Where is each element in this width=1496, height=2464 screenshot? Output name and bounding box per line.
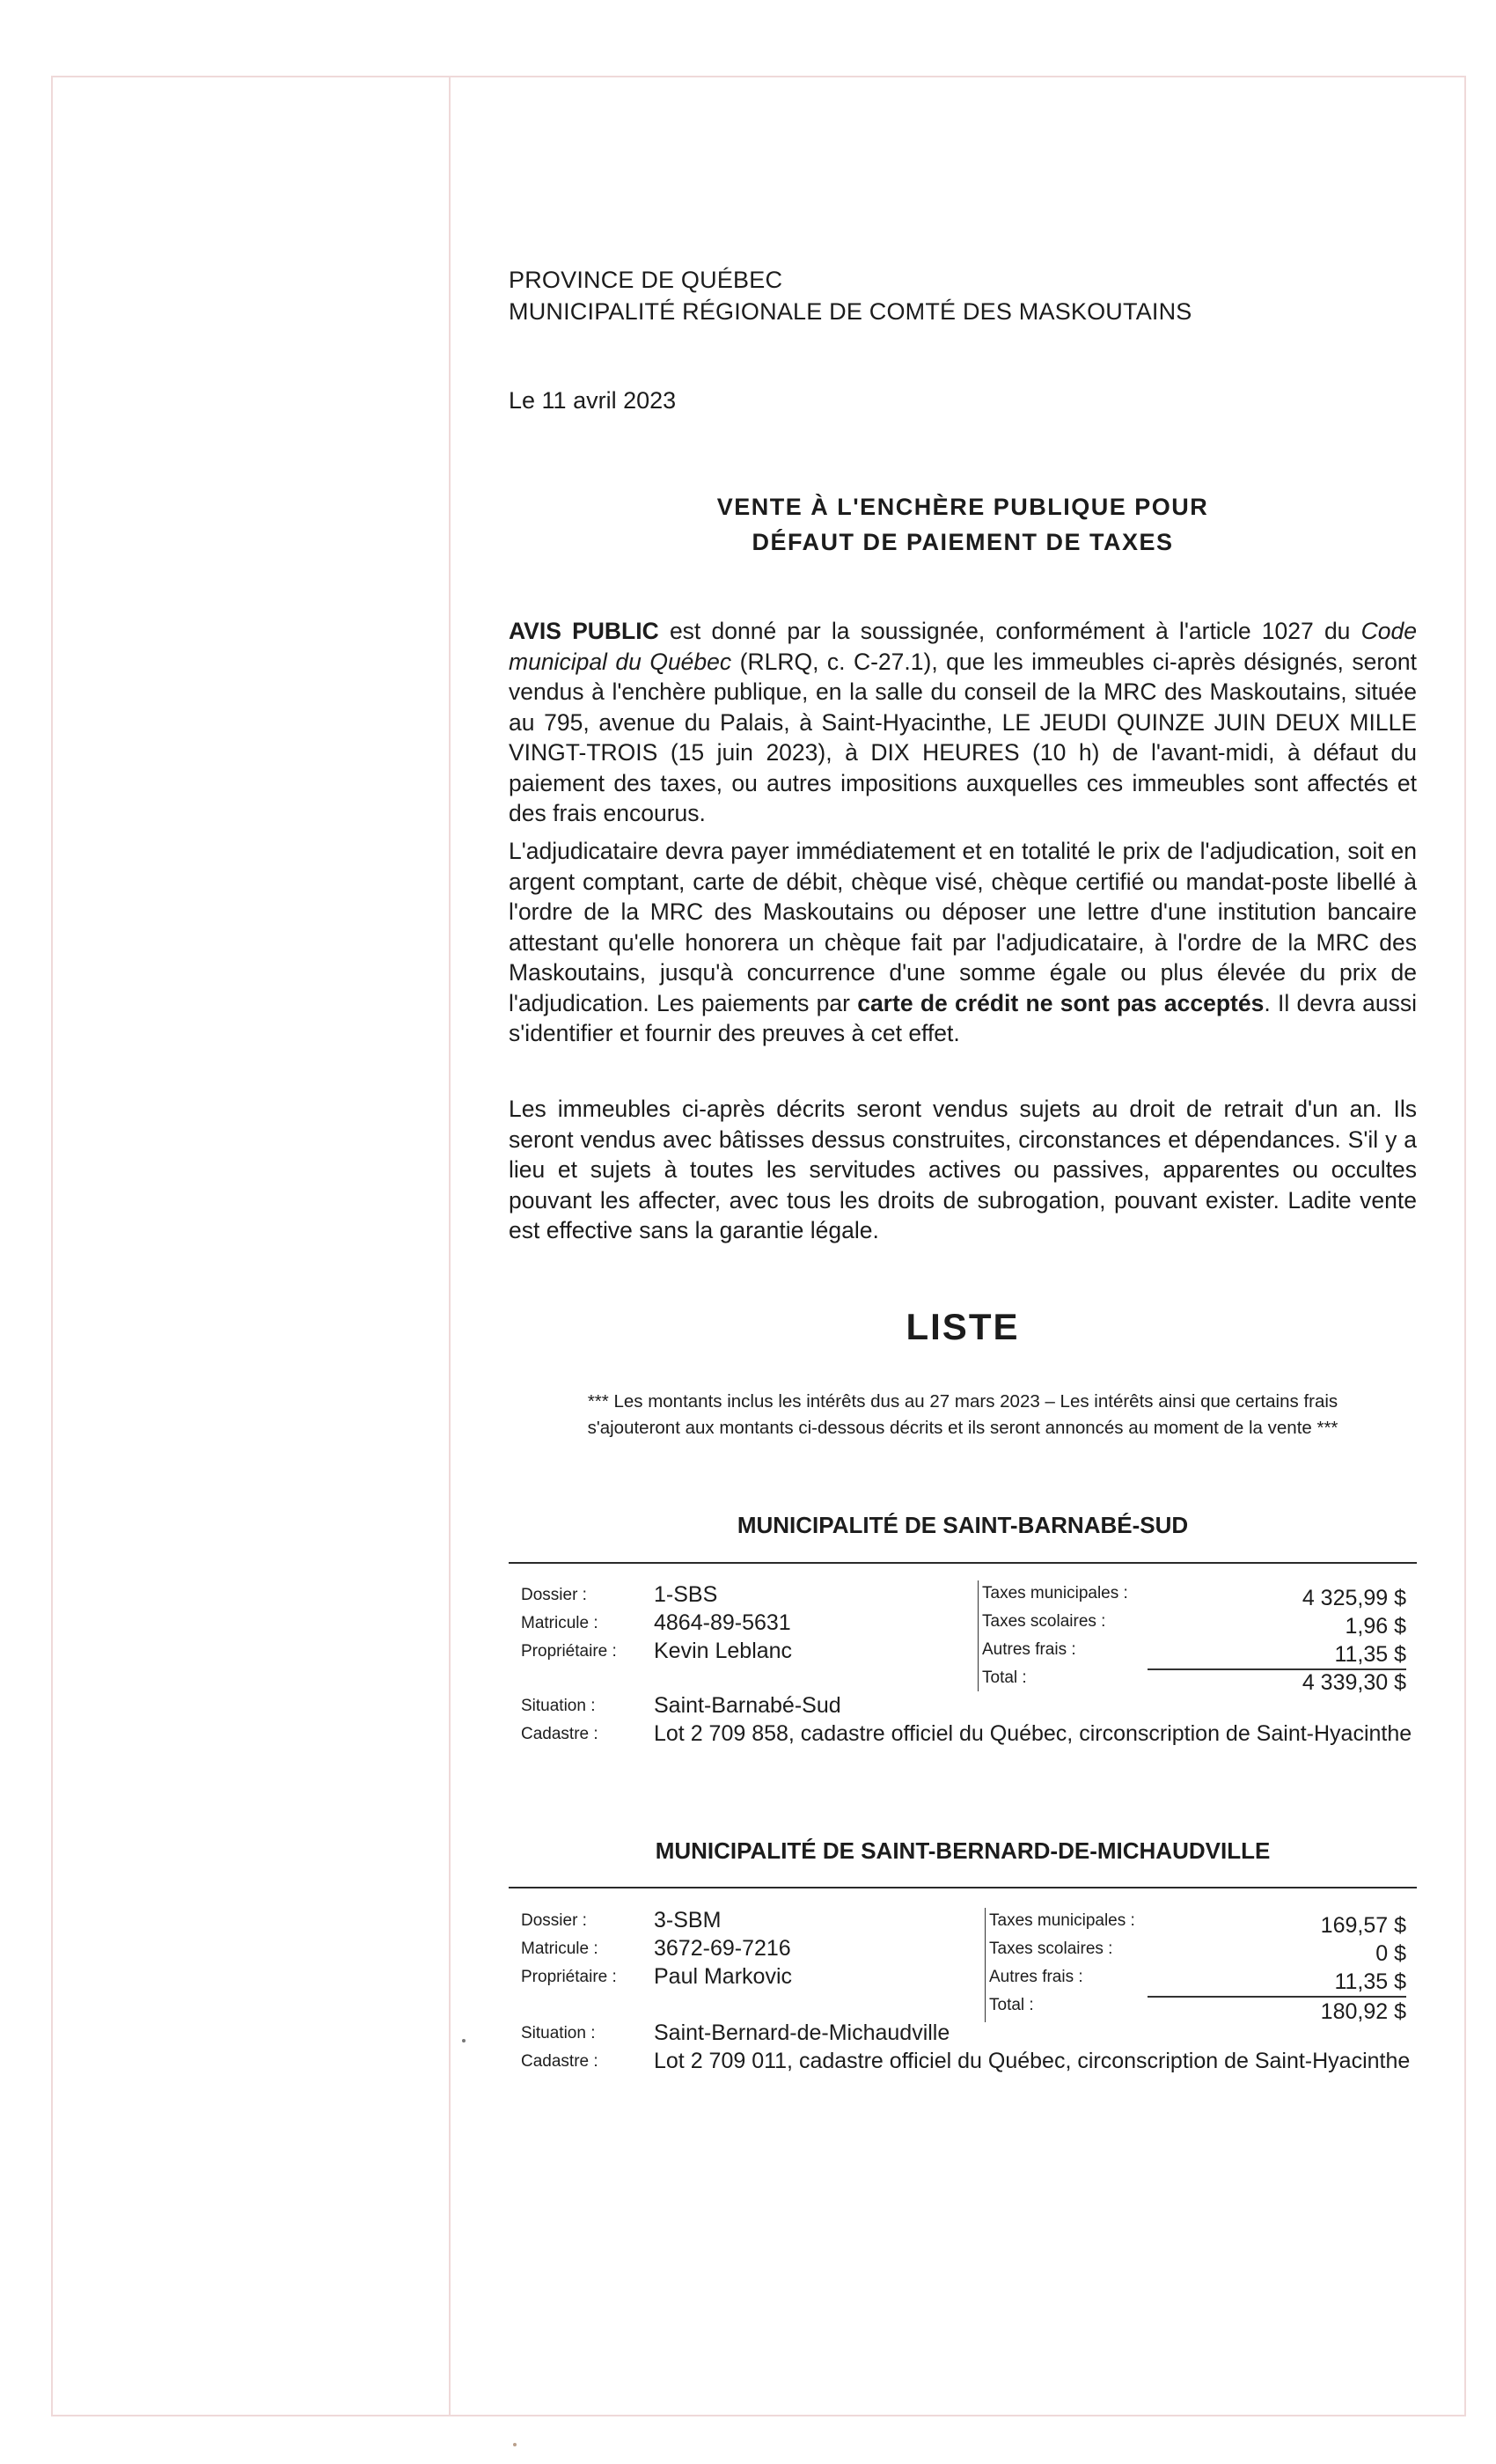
total-value: 180,92 $ bbox=[1320, 1999, 1406, 2024]
paragraph-payment-terms bbox=[509, 836, 1417, 1049]
other-fees-label: Autres frais : bbox=[989, 1968, 1083, 1986]
municipal-taxes-label: Taxes municipales : bbox=[989, 1911, 1135, 1930]
cadastre-value: Lot 2 709 011, cadastre officiel du Québec, circonscription de Saint-Hyacinthe bbox=[654, 2049, 1411, 2073]
matricule-value: 4864-89-5631 bbox=[654, 1610, 791, 1635]
paragraph-conditions: Les immeubles ci-après décrits seront vendus sujets au droit de retrait d'un an. Ils seront vendus avec bâtisses dessus construites, circonstances et dépendances. S'il y a lieu et sujets à toutes les servitudes actives ou passives, apparentes ou occultes pouvant les affecter, avec tous les droits de subrogation, pouvant exister. Ladite vente est effective sans la garantie légale. bbox=[509, 1096, 1417, 1243]
paragraph1-text-a: est donné par la soussignée, conformément à l'article 1027 du bbox=[658, 618, 1361, 644]
situation-value: Saint-Barnabé-Sud bbox=[654, 1693, 841, 1718]
situation-label: Situation : bbox=[521, 1697, 596, 1715]
public-notice-lead: AVIS PUBLIC bbox=[509, 618, 659, 644]
taxes-column-divider bbox=[978, 1580, 979, 1691]
total-label: Total : bbox=[982, 1668, 1027, 1687]
scan-speck bbox=[513, 2443, 517, 2446]
sum-rule bbox=[1148, 1996, 1406, 1998]
paragraph2-text-a: L'adjudicataire devra payer immédiatement et en totalité le prix de l'adjudication, soit en argent comptant, carte de débit, chèque visé, chèque certifié ou mandat-poste libellé à l'ordre de la MRC des Maskoutains ou déposer une lettre d'une institution bancaire attestant qu'elle honorera un chèque fait par l'adjudicataire, à l'ordre de la MRC des Maskoutains, jusqu'à concurrence d'une somme égale ou plus élevée du prix de l'adjudication. Les paiements par bbox=[509, 838, 1417, 1016]
situation-label: Situation : bbox=[521, 2024, 596, 2042]
dossier-value: 1-SBS bbox=[654, 1582, 718, 1607]
notice-title bbox=[509, 489, 1417, 560]
school-taxes-value: 0 $ bbox=[1375, 1941, 1406, 1966]
scan-speck bbox=[462, 2039, 466, 2042]
owner-label: Propriétaire : bbox=[521, 1968, 617, 1986]
matricule-label: Matricule : bbox=[521, 1940, 598, 1958]
scan-column-line bbox=[449, 77, 451, 2415]
cadastre-label: Cadastre : bbox=[521, 2052, 598, 2071]
credit-card-notice: carte de crédit ne sont pas acceptés bbox=[857, 989, 1265, 1016]
total-label: Total : bbox=[989, 1996, 1034, 2014]
dossier-label: Dossier : bbox=[521, 1911, 587, 1930]
province-line: PROVINCE DE QUÉBEC bbox=[509, 267, 783, 293]
notice-title-line2: DÉFAUT DE PAIEMENT DE TAXES bbox=[752, 529, 1174, 555]
notice-date: Le 11 avril 2023 bbox=[509, 387, 677, 414]
school-taxes-label: Taxes scolaires : bbox=[989, 1940, 1113, 1958]
taxes-column-divider bbox=[985, 1908, 986, 2022]
interest-note-line1: *** Les montants inclus les intérêts dus au 27 mars 2023 – Les intérêts ainsi que certains frais bbox=[587, 1391, 1338, 1412]
other-fees-label: Autres frais : bbox=[982, 1640, 1076, 1659]
situation-value: Saint-Bernard-de-Michaudville bbox=[654, 2020, 950, 2045]
interest-note bbox=[509, 1389, 1417, 1441]
section-rule bbox=[509, 1887, 1417, 1888]
cadastre-value: Lot 2 709 858, cadastre officiel du Québec, circonscription de Saint-Hyacinthe bbox=[654, 1721, 1412, 1746]
matricule-label: Matricule : bbox=[521, 1614, 598, 1632]
paragraph2-text-b: . Il devra aussi s'identifier et fournir des preuves à cet effet. bbox=[509, 989, 1417, 1046]
municipal-taxes-label: Taxes municipales : bbox=[982, 1584, 1128, 1602]
owner-value: Kevin Leblanc bbox=[654, 1639, 793, 1663]
notice-title-line1: VENTE À L'ENCHÈRE PUBLIQUE POUR bbox=[716, 494, 1209, 520]
document-header bbox=[509, 264, 1417, 327]
school-taxes-label: Taxes scolaires : bbox=[982, 1612, 1106, 1631]
dossier-value: 3-SBM bbox=[654, 1908, 722, 1932]
list-title: LISTE bbox=[906, 1306, 1020, 1347]
total-value: 4 339,30 $ bbox=[1302, 1670, 1406, 1695]
owner-value: Paul Markovic bbox=[654, 1964, 792, 1989]
paragraph1-text-b: (RLRQ, c. C-27.1), que les immeubles ci-après désignés, seront vendus à l'enchère publique, en la salle du conseil de la MRC des Maskoutains, située au 795, avenue du Palais, à Saint-Hyacinthe, LE JEUDI QUINZE JUIN DEUX MILLE VINGT-TROIS (15 juin 2023), à DIX HEURES (10 h) de l'avant-midi, à défaut du paiement des taxes, ou autres impositions auxquelles ces immeubles sont affectés et des frais encourus. bbox=[509, 648, 1417, 826]
paragraph-public-notice bbox=[509, 616, 1417, 829]
other-fees-value: 11,35 $ bbox=[1334, 1969, 1406, 1994]
dossier-label: Dossier : bbox=[521, 1586, 587, 1604]
municipal-taxes-value: 4 325,99 $ bbox=[1302, 1586, 1406, 1610]
code-municipal-reference: Code municipal du Québec bbox=[509, 618, 1417, 675]
mrc-line: MUNICIPALITÉ RÉGIONALE DE COMTÉ DES MASKOUTAINS bbox=[509, 298, 1192, 325]
municipality-heading: MUNICIPALITÉ DE SAINT-BARNABÉ-SUD bbox=[737, 1512, 1189, 1538]
matricule-value: 3672-69-7216 bbox=[654, 1936, 791, 1961]
other-fees-value: 11,35 $ bbox=[1334, 1642, 1406, 1667]
school-taxes-value: 1,96 $ bbox=[1345, 1614, 1406, 1639]
cadastre-label: Cadastre : bbox=[521, 1725, 598, 1743]
owner-label: Propriétaire : bbox=[521, 1642, 617, 1661]
municipality-heading: MUNICIPALITÉ DE SAINT-BERNARD-DE-MICHAUDVILLE bbox=[655, 1837, 1271, 1864]
interest-note-line2: s'ajouteront aux montants ci-dessous décrits et ils seront annoncés au moment de la vente *** bbox=[587, 1418, 1338, 1438]
municipal-taxes-value: 169,57 $ bbox=[1320, 1913, 1406, 1938]
section-rule bbox=[509, 1562, 1417, 1564]
notice-document bbox=[509, 264, 1417, 2073]
